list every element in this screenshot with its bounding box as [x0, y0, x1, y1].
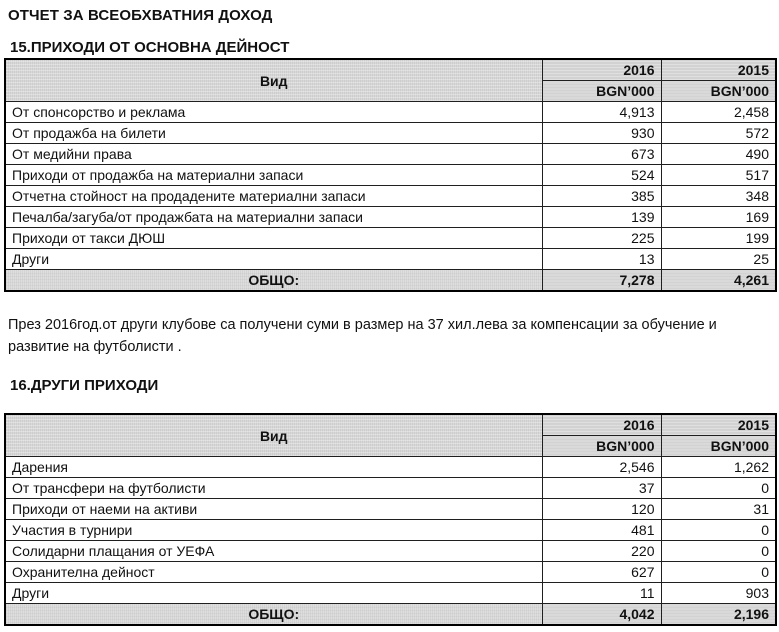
table-row: [5, 186, 776, 207]
table-other-income: [4, 413, 777, 626]
row-label: Охранителна дейност: [5, 562, 542, 583]
table-row: [5, 499, 776, 520]
value-2016: 627: [542, 562, 661, 583]
column-header-2015: 2015: [661, 59, 776, 81]
column-header-vid: Вид: [5, 414, 542, 457]
note-paragraph: През 2016год.от други клубове са получени суми в размер на 37 хил.лева за компенсации за обучение и развитие на футболисти .: [8, 317, 717, 355]
table-row: [5, 541, 776, 562]
row-label: Други: [5, 583, 542, 604]
value-2016: 673: [542, 144, 661, 165]
value-2016: 4,913: [542, 102, 661, 123]
row-label: Участия в турнири: [5, 520, 542, 541]
unit-header-2015: BGN’000: [661, 81, 776, 102]
value-2016: 524: [542, 165, 661, 186]
row-label: Дарения: [5, 457, 542, 478]
value-2016: 37: [542, 478, 661, 499]
value-2016: 13: [542, 249, 661, 270]
value-2015: 199: [661, 228, 776, 249]
value-2015: 0: [661, 541, 776, 562]
row-label: Печалба/загуба/от продажбата на материални запаси: [5, 207, 542, 228]
table-row: [5, 520, 776, 541]
table-row: [5, 478, 776, 499]
row-label: От продажба на билети: [5, 123, 542, 144]
unit-header-2016: BGN’000: [542, 436, 661, 457]
column-header-2015: 2015: [661, 414, 776, 436]
column-header-vid: Вид: [5, 59, 542, 102]
table-row: [5, 249, 776, 270]
value-2015: 0: [661, 562, 776, 583]
value-2016: 481: [542, 520, 661, 541]
value-2016: 930: [542, 123, 661, 144]
table-row: [5, 207, 776, 228]
row-label: Други: [5, 249, 542, 270]
row-label: Приходи от наеми на активи: [5, 499, 542, 520]
column-header-2016: 2016: [542, 59, 661, 81]
table-row: [5, 228, 776, 249]
total-2015: 4,261: [661, 270, 776, 292]
value-2015: 169: [661, 207, 776, 228]
total-label: ОБЩО:: [5, 270, 542, 292]
value-2015: 490: [661, 144, 776, 165]
value-2015: 1,262: [661, 457, 776, 478]
section-15-heading: 15.ПРИХОДИ ОТ ОСНОВНА ДЕЙНОСТ: [10, 39, 290, 56]
unit-header-2015: BGN’000: [661, 436, 776, 457]
table-row: [5, 123, 776, 144]
table-row: [5, 583, 776, 604]
value-2016: 2,546: [542, 457, 661, 478]
value-2015: 2,458: [661, 102, 776, 123]
table-header-row-years: [5, 59, 776, 81]
value-2015: 903: [661, 583, 776, 604]
total-row: [5, 270, 776, 292]
total-row: [5, 604, 776, 626]
row-label: Приходи от продажба на материални запаси: [5, 165, 542, 186]
table-row: [5, 144, 776, 165]
value-2016: 220: [542, 541, 661, 562]
row-label: Солидарни плащания от УЕФА: [5, 541, 542, 562]
value-2015: 0: [661, 520, 776, 541]
total-2016: 4,042: [542, 604, 661, 626]
row-label: От спонсорство и реклама: [5, 102, 542, 123]
value-2015: 572: [661, 123, 776, 144]
document-title: ОТЧЕТ ЗА ВСЕОБХВАТНИЯ ДОХОД: [8, 7, 273, 24]
value-2016: 139: [542, 207, 661, 228]
table-header-row-years: [5, 414, 776, 436]
value-2016: 11: [542, 583, 661, 604]
row-label: Отчетна стойност на продадените материални запаси: [5, 186, 542, 207]
row-label: Приходи от такси ДЮШ: [5, 228, 542, 249]
table-main-activity-income: [4, 58, 777, 292]
value-2015: 0: [661, 478, 776, 499]
table-row: [5, 457, 776, 478]
table-row: [5, 562, 776, 583]
value-2016: 120: [542, 499, 661, 520]
value-2015: 517: [661, 165, 776, 186]
table-row: [5, 165, 776, 186]
unit-header-2016: BGN’000: [542, 81, 661, 102]
table-row: [5, 102, 776, 123]
value-2015: 31: [661, 499, 776, 520]
column-header-2016: 2016: [542, 414, 661, 436]
row-label: От медийни права: [5, 144, 542, 165]
value-2016: 385: [542, 186, 661, 207]
section-16-heading: 16.ДРУГИ ПРИХОДИ: [10, 377, 159, 394]
value-2016: 225: [542, 228, 661, 249]
value-2015: 348: [661, 186, 776, 207]
total-2016: 7,278: [542, 270, 661, 292]
total-2015: 2,196: [661, 604, 776, 626]
total-label: ОБЩО:: [5, 604, 542, 626]
value-2015: 25: [661, 249, 776, 270]
row-label: От трансфери на футболисти: [5, 478, 542, 499]
